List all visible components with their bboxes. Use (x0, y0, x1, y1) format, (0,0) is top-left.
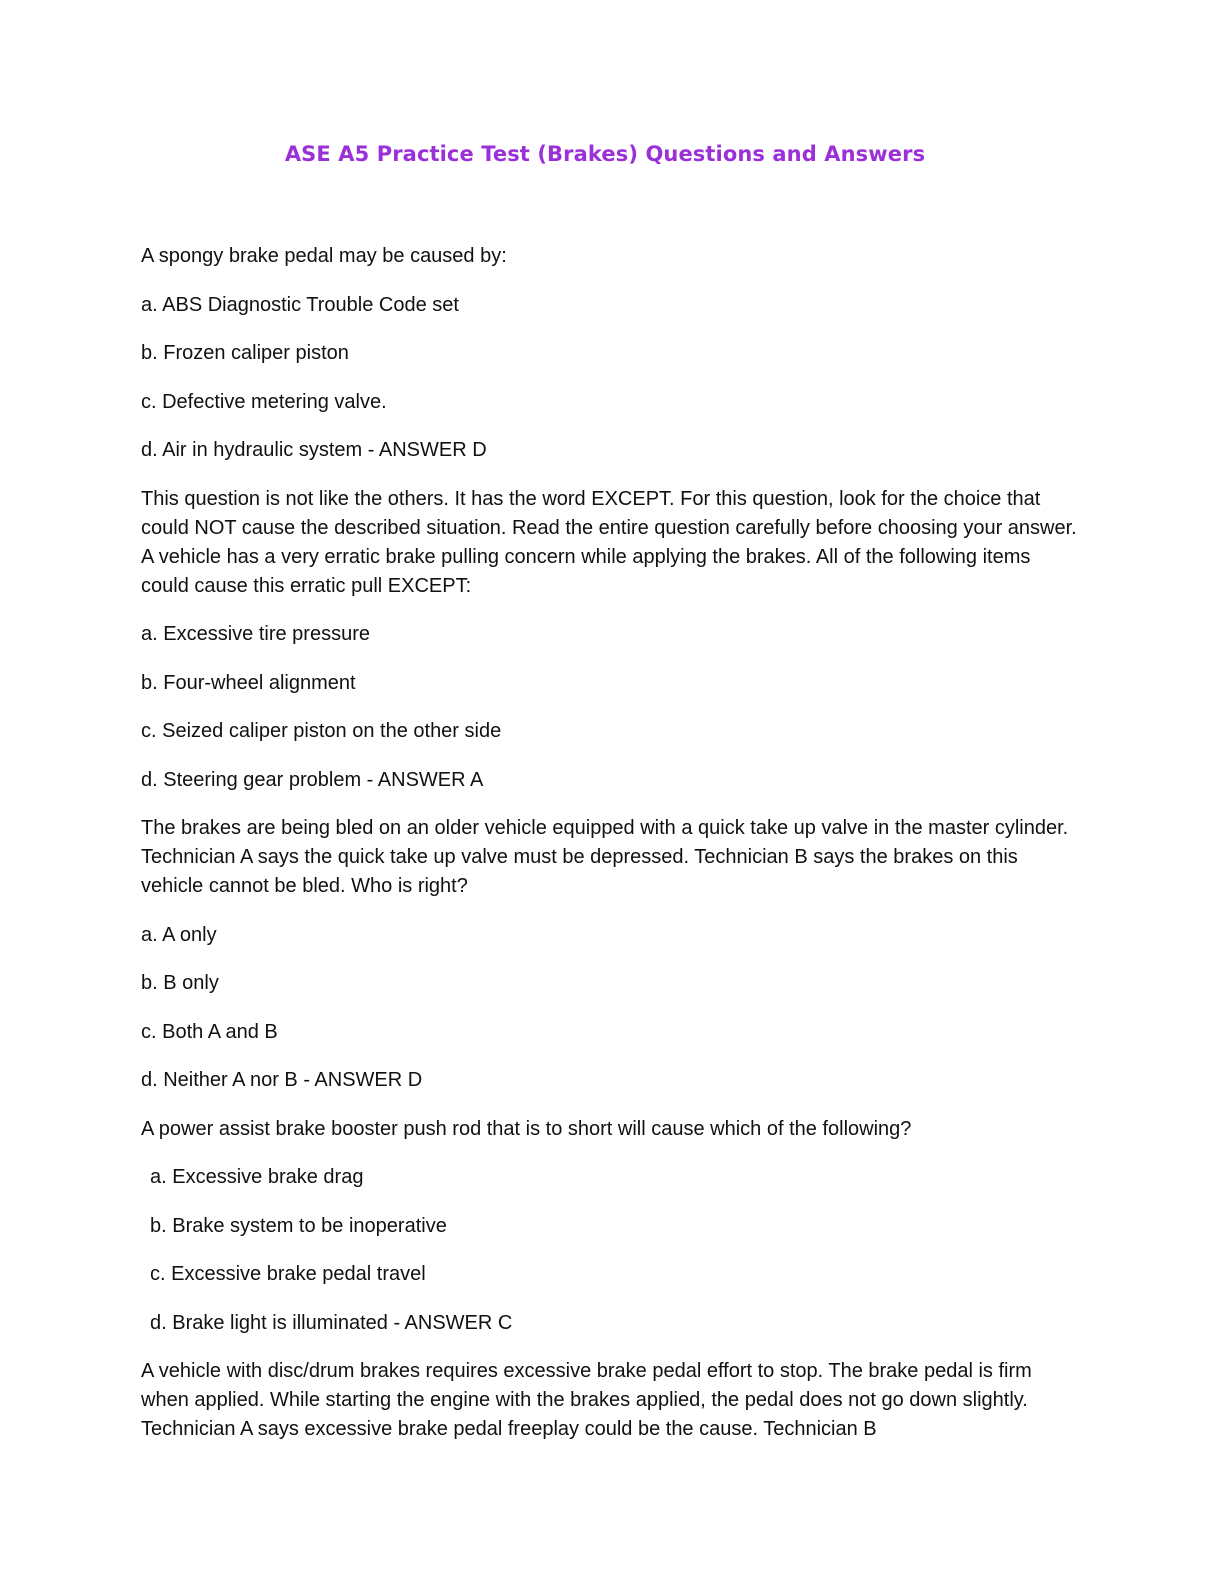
answer-choice: b. B only (141, 972, 219, 994)
answer-choice: b. Brake system to be inoperative (150, 1214, 447, 1237)
answer-choice: c. Excessive brake pedal travel (150, 1263, 426, 1285)
answer-choice: a. Excessive tire pressure (141, 623, 370, 645)
answer-choice: d. Steering gear problem - ANSWER A (141, 768, 484, 791)
question-text: This question is not like the others. It has the word EXCEPT. For this question, look for the choice that could NOT cause the described situation. Read the entire question carefully before choosing your answer. A vehicle has a very erratic brake pulling concern while applying the brakes. All of the following items could cause this erratic pull EXCEPT: (141, 487, 1077, 597)
document-title: ASE A5 Practice Test (Brakes) Questions and Answers (284, 142, 926, 166)
question-text: A spongy brake pedal may be caused by: (141, 245, 507, 267)
question-text: The brakes are being bled on an older vehicle equipped with a quick take up valve in the master cylinder. Technician A says the quick take up valve must be depressed. Technician B says the brakes on this vehicle cannot be bled. Who is right? (141, 817, 1069, 897)
answer-choice: b. Four-wheel alignment (141, 671, 356, 694)
answer-choice: c. Both A and B (141, 1020, 278, 1043)
answer-choice: a. Excessive brake drag (150, 1166, 364, 1188)
question-text: A vehicle with disc/drum brakes requires excessive brake pedal effort to stop. The brake pedal is firm when applied. While starting the engine with the brakes applied, the pedal does not go down slightly. Technician A says excessive brake pedal freeplay could be the cause. Technician B (141, 1360, 1032, 1440)
answer-choice: c. Seized caliper piston on the other side (141, 720, 502, 742)
answer-choice: d. Brake light is illuminated - ANSWER C (150, 1311, 513, 1334)
answer-choice: d. Air in hydraulic system - ANSWER D (141, 439, 487, 461)
document-body (141, 242, 1081, 1464)
answer-choice: b. Frozen caliper piston (141, 342, 349, 364)
answer-choice: a. A only (141, 923, 217, 946)
answer-choice: a. ABS Diagnostic Trouble Code set (141, 293, 459, 316)
answer-choice: c. Defective metering valve. (141, 390, 387, 413)
answer-choice: d. Neither A nor B - ANSWER D (141, 1069, 423, 1091)
question-text: A power assist brake booster push rod that is to short will cause which of the following? (141, 1117, 912, 1140)
